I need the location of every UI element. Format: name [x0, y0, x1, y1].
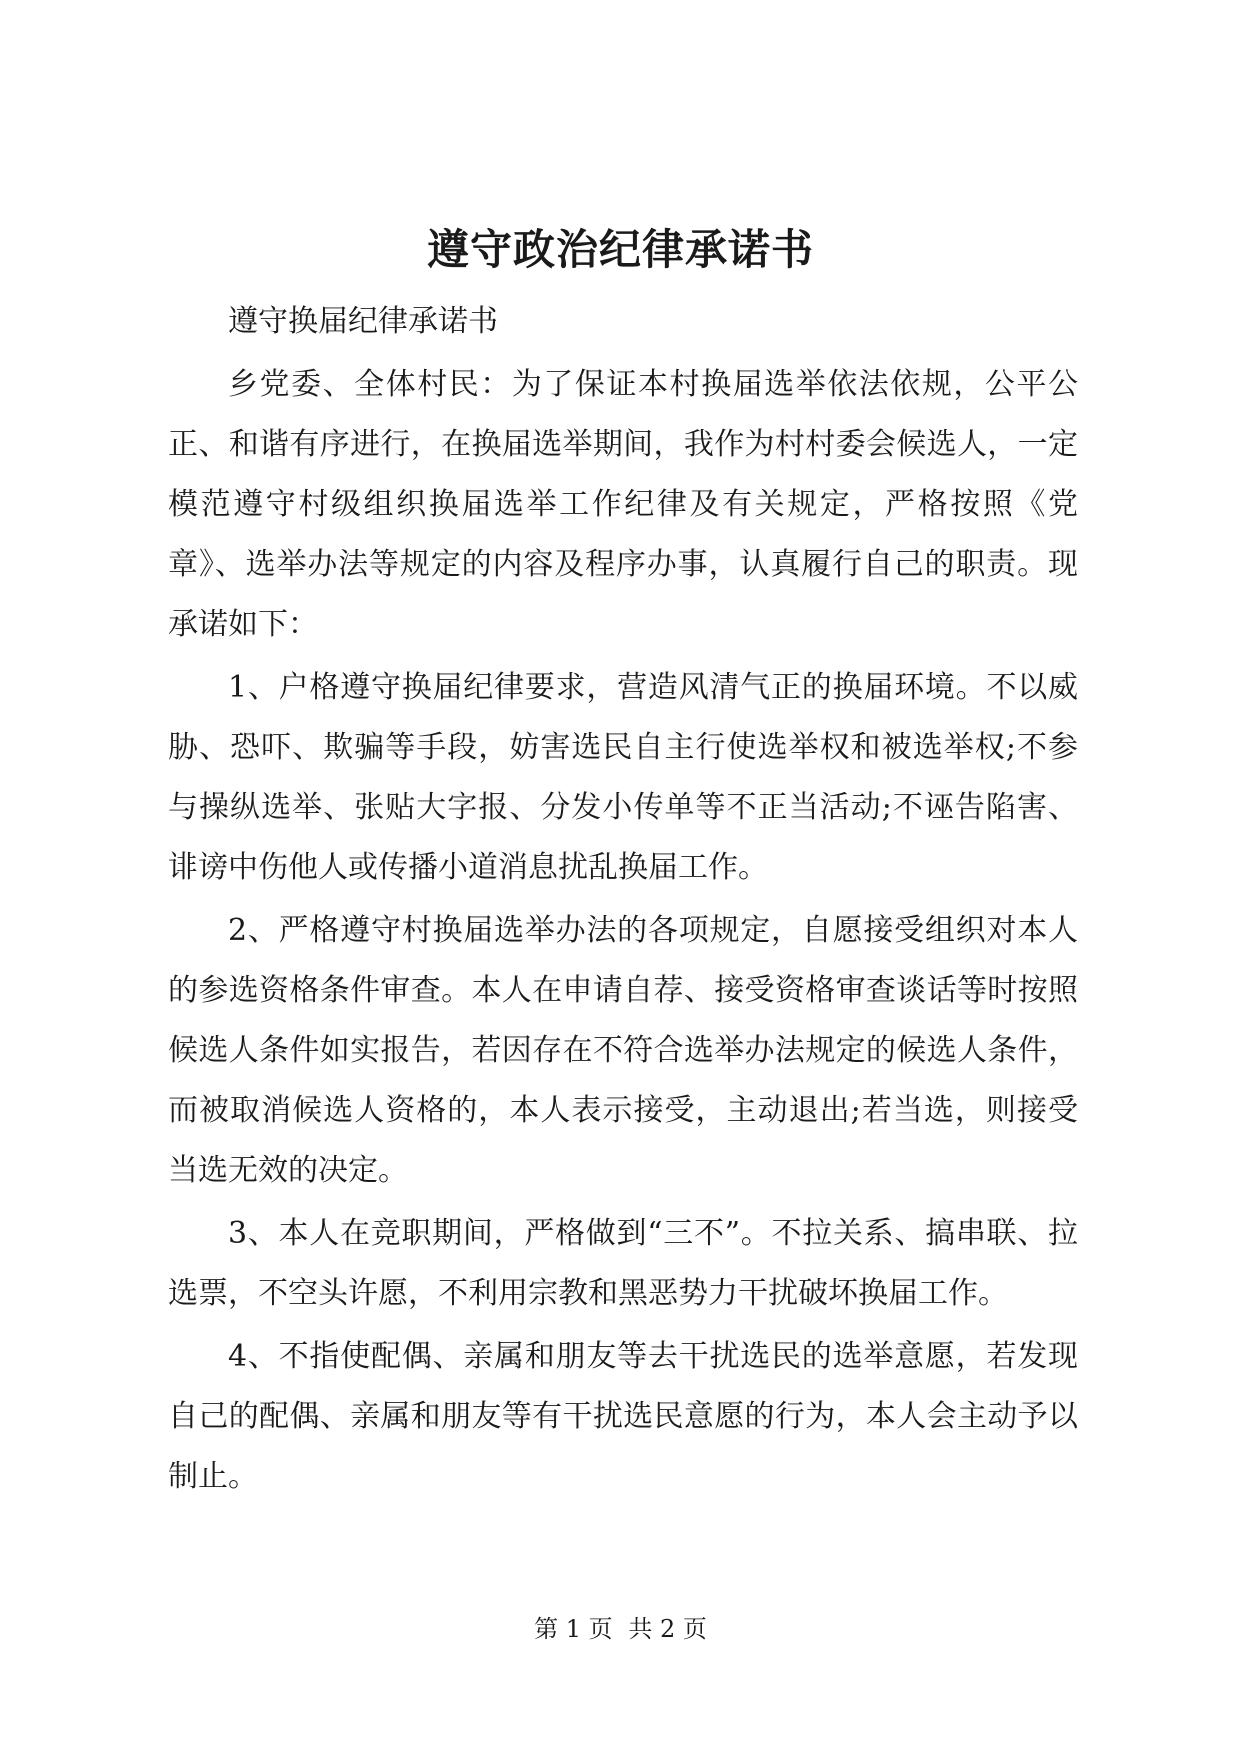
- paragraph-item-3: 3、本人在竞职期间，严格做到“三不”。不拉关系、搞串联、拉选票，不空头许愿，不利用宗教和黑恶势力干扰破坏换届工作。: [168, 1216, 1078, 1311]
- paragraph-item-2: 2、严格遵守村换届选举办法的各项规定，自愿接受组织对本人的参选资格条件审查。本人在申请自荐、接受资格审查谈话等时按照候选人条件如实报告，若因存在不符合选举办法规定的候选人条件，而被取消候选人资格的，本人表示接受，主动退出;若当选，则接受当选无效的决定。: [168, 913, 1078, 1188]
- page-number: 第 1 页: [534, 1615, 613, 1643]
- document-title: 遵守政治纪律承诺书: [426, 225, 814, 274]
- paragraph-item-1: 1、户格遵守换届纪律要求，营造风清气正的换届环境。不以威胁、恐吓、欺骗等手段，妨害选民自主行使选举权和被选举权;不参与操纵选举、张贴大字报、分发小传单等不正当活动;不诬告陷害、诽谤中伤他人或传播小道消息扰乱换届工作。: [168, 670, 1078, 885]
- paragraph-subtitle: 遵守换届纪律承诺书: [228, 304, 498, 339]
- page-footer: [0, 1614, 1241, 1644]
- page-total: 共 2 页: [628, 1615, 707, 1643]
- document-body: [168, 292, 1078, 1510]
- paragraph-intro: 乡党委、全体村民：为了保证本村换届选举依法依规，公平公正、和谐有序进行，在换届选举期间，我作为村村委会候选人，一定模范遵守村级组织换届选举工作纪律及有关规定，严格按照《党章》、选举办法等规定的内容及程序办事，认真履行自己的职责。现承诺如下：: [168, 367, 1078, 642]
- paragraph-item-4: 4、不指使配偶、亲属和朋友等去干扰选民的选举意愿，若发现自己的配偶、亲属和朋友等有干扰选民意愿的行为，本人会主动予以制止。: [168, 1339, 1078, 1494]
